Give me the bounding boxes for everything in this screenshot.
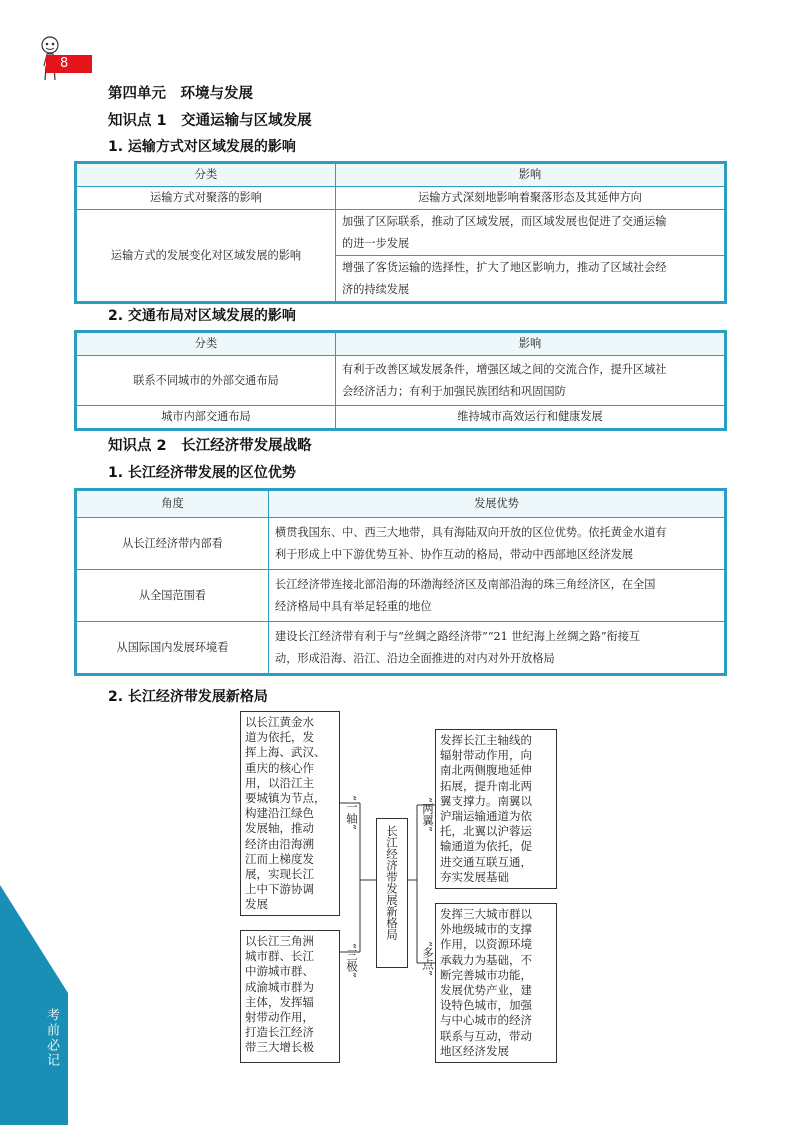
table-transport-modes — [76, 163, 725, 302]
center-box: 长江经济带发展新格局 — [376, 818, 408, 968]
table-transport-layout — [76, 332, 725, 429]
table-cell: 从全国范围看 — [77, 570, 269, 622]
side-label: 考前必记 — [44, 1008, 59, 1068]
kp2-s2-title: 2. 长江经济带发展新格局 — [108, 689, 268, 705]
wings-box: 发挥长江主轴线的 辐射带动作用，向 南北两侧腹地延伸 拓展，提升南北两 翼支撑力。南翼以 沪瑞运输通道为依 托，北翼以沪蓉运 输通道为依托，促 进交通互联互通， 夯实发展基础 — [435, 729, 557, 889]
wings-label: “两翼” — [421, 797, 435, 832]
table-cell: 运输方式对聚落的影响 — [77, 187, 336, 210]
table-location-advantages — [76, 490, 725, 674]
table-cell: 从国际国内发展环境看 — [77, 622, 269, 674]
table-cell: 城市内部交通布局 — [77, 406, 336, 429]
table-cell: 运输方式的发展变化对区域发展的影响 — [77, 210, 336, 302]
table-cell: 维持城市高效运行和健康发展 — [336, 406, 725, 429]
kp1-title: 知识点 1 交通运输与区域发展 — [108, 113, 312, 129]
points-box: 发挥三大城市群以 外地级城市的支撑 作用，以资源环境 承载力为基础，不 断完善城市功能， 发展优势产业，建 设特色城市，加强 与中心城市的经济 联系与互动，带动 地区经济发展 — [435, 903, 557, 1063]
table-header: 分类 — [77, 333, 336, 356]
kp1-s2-title: 2. 交通布局对区域发展的影响 — [108, 308, 296, 324]
table-cell: 横贯我国东、中、西三大地带，具有海陆双向开放的区位优势。依托黄金水道有 利于形成上中下游优势互补、协作互动的格局，带动中西部地区经济发展 — [269, 518, 725, 570]
kp2-title: 知识点 2 长江经济带发展战略 — [108, 438, 312, 454]
table-cell: 建设长江经济带有利于与“丝绸之路经济带”“21 世纪海上丝绸之路”衔接互 动，形成沿海、沿江、沿边全面推进的对内对外开放格局 — [269, 622, 725, 674]
unit-title: 第四单元 环境与发展 — [108, 86, 253, 102]
table-header: 发展优势 — [269, 491, 725, 518]
points-label: “多点” — [421, 941, 435, 976]
poles-box: 以长江三角洲 城市群、长江 中游城市群、 成渝城市群为 主体，发挥辐 射带动作用， 打造长江经济 带三大增长极 — [240, 930, 340, 1063]
kp2-s1-title: 1. 长江经济带发展的区位优势 — [108, 465, 296, 481]
table-cell: 运输方式深刻地影响着聚落形态及其延伸方向 — [336, 187, 725, 210]
table-cell: 联系不同城市的外部交通布局 — [77, 356, 336, 406]
table-header: 分类 — [77, 164, 336, 187]
axis-box: 以长江黄金水 道为依托，发 挥上海、武汉、 重庆的核心作 用，以沿江主 要城镇为节点， 构建沿江绿色 发展轴，推动 经济由沿海溯 江而上梯度发 展，实现长江 上中下游协调 发展 — [240, 711, 340, 916]
poles-label: “三极” — [345, 943, 359, 978]
table-cell: 从长江经济带内部看 — [77, 518, 269, 570]
kp1-s1-title: 1. 运输方式对区域发展的影响 — [108, 139, 296, 155]
table-header: 角度 — [77, 491, 269, 518]
strategy-diagram — [230, 705, 570, 1070]
table-cell: 长江经济带连接北部沿海的环渤海经济区及南部沿海的珠三角经济区，在全国 经济格局中具有举足轻重的地位 — [269, 570, 725, 622]
table-header: 影响 — [336, 333, 725, 356]
table-header: 影响 — [336, 164, 725, 187]
table-cell: 加强了区际联系，推动了区域发展，而区域发展也促进了交通运输 的进一步发展 — [336, 210, 725, 256]
side-band — [0, 885, 68, 1125]
page-number: 8 — [46, 55, 92, 73]
table-cell: 有利于改善区域发展条件，增强区域之间的交流合作，提升区域社 会经济活力；有利于加强民族团结和巩固国防 — [336, 356, 725, 406]
table-cell: 增强了客货运输的选择性，扩大了地区影响力，推动了区域社会经 济的持续发展 — [336, 256, 725, 302]
axis-label: “一轴” — [345, 795, 359, 830]
